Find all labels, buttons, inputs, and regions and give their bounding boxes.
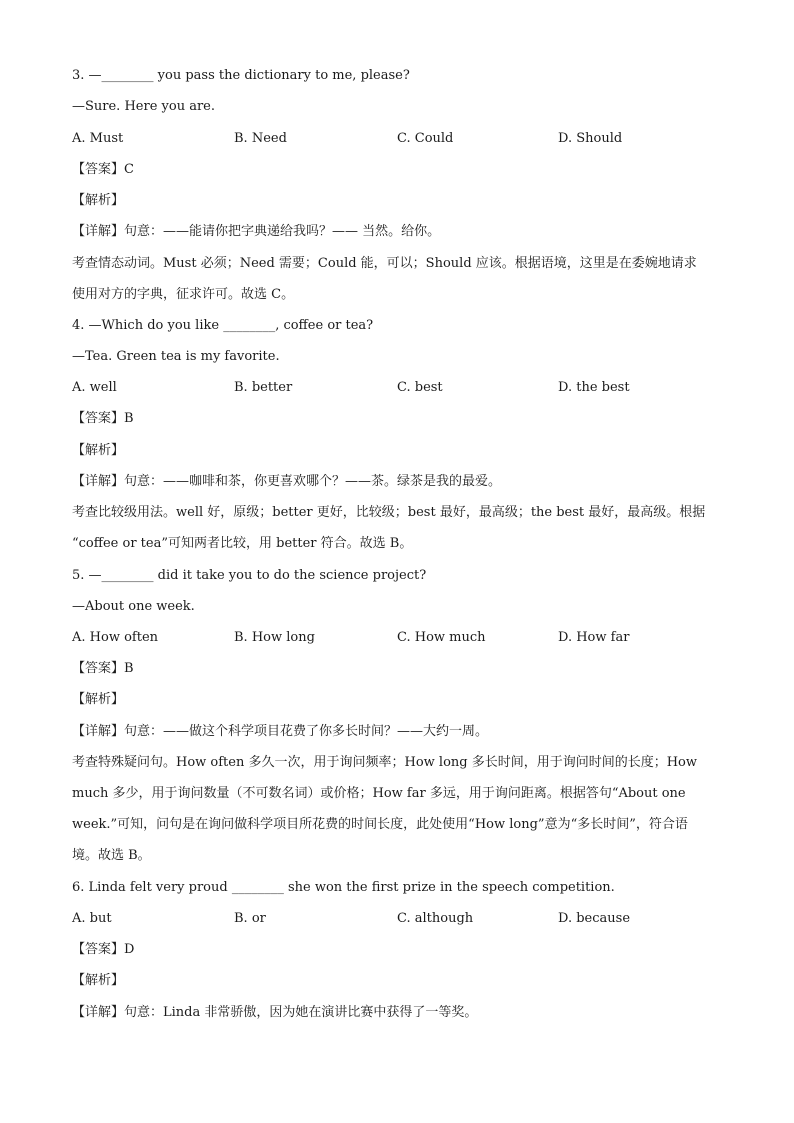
detail-text: 句意：——咖啡和茶，你更喜欢哪个？——茶。绿茶是我的最爱。 <box>124 474 502 489</box>
detail-label: 【详解】 <box>72 724 125 739</box>
option-a: A. How often <box>72 630 159 645</box>
question-4-explain-line: 考查比较级用法。well 好，原级；better 更好，比较级；best 最好，最高级；the best 最好，最高级。根据 <box>72 505 706 520</box>
question-5-analysis-label: 【解析】 <box>72 692 125 707</box>
option-c: C. best <box>397 380 443 395</box>
detail-label: 【详解】 <box>72 224 125 239</box>
question-3-detail <box>72 223 440 241</box>
question-3-explain-line: 使用对方的字典，征求许可。故选 C。 <box>72 287 295 302</box>
question-3-answer <box>72 161 134 179</box>
option-a: A. but <box>72 911 112 926</box>
question-6-analysis-label: 【解析】 <box>72 973 125 988</box>
option-c: C. although <box>397 911 474 926</box>
option-a: A. well <box>72 380 117 395</box>
question-5-explain-line: 境。故选 B。 <box>72 848 151 863</box>
question-5-answer <box>72 660 134 678</box>
question-4-explain-line: “coffee or tea”可知两者比较，用 better 符合。故选 B。 <box>72 536 413 551</box>
question-5-explain-line: much 多少，用于询问数量（不可数名词）或价格；How far 多远，用于询问距离。根据答句“About one <box>72 786 686 801</box>
option-b: B. How long <box>234 630 315 645</box>
answer-label: 【答案】 <box>72 661 125 676</box>
question-4-reply: —Tea. Green tea is my favorite. <box>72 349 280 364</box>
detail-text: 句意：——能请你把字典递给我吗？—— 当然。给你。 <box>124 224 441 239</box>
detail-text: 句意：Linda 非常骄傲，因为她在演讲比赛中获得了一等奖。 <box>124 1005 478 1020</box>
detail-text: 句意：——做这个科学项目花费了你多长时间？——大约一周。 <box>124 724 489 739</box>
question-3-stem: 3. —________ you pass the dictionary to me, please? <box>72 68 410 83</box>
question-5-explain-line: week.”可知，问句是在询问做科学项目所花费的时间长度，此处使用“How long”意为“多长时间”，符合语 <box>72 817 688 832</box>
question-6-answer <box>72 941 134 959</box>
answer-label: 【答案】 <box>72 411 125 426</box>
option-a: A. Must <box>72 131 124 146</box>
answer-label: 【答案】 <box>72 162 125 177</box>
question-4-detail <box>72 473 501 491</box>
question-5-reply: —About one week. <box>72 599 195 614</box>
detail-label: 【详解】 <box>72 474 125 489</box>
option-d: D. because <box>558 911 631 926</box>
answer-label: 【答案】 <box>72 942 125 957</box>
question-3-analysis-label: 【解析】 <box>72 193 125 208</box>
option-b: B. better <box>234 380 293 395</box>
option-c: C. How much <box>397 630 486 645</box>
option-d: D. How far <box>558 630 630 645</box>
answer-value: D <box>124 942 135 957</box>
question-4-analysis-label: 【解析】 <box>72 443 125 458</box>
question-3-reply: —Sure. Here you are. <box>72 99 215 114</box>
question-5-detail <box>72 723 488 741</box>
question-5-stem: 5. —________ did it take you to do the science project? <box>72 568 427 583</box>
option-d: D. Should <box>558 131 623 146</box>
question-6-stem: 6. Linda felt very proud ________ she won the first prize in the speech competition. <box>72 880 615 895</box>
answer-value: B <box>124 411 134 426</box>
option-b: B. or <box>234 911 266 926</box>
question-4-stem: 4. —Which do you like ________, coffee or tea? <box>72 318 374 333</box>
question-6-detail <box>72 1004 477 1022</box>
detail-label: 【详解】 <box>72 1005 125 1020</box>
answer-value: B <box>124 661 134 676</box>
question-3-explain-line: 考查情态动词。Must 必须；Need 需要；Could 能，可以；Should 应该。根据语境，这里是在委婉地请求 <box>72 256 697 271</box>
option-c: C. Could <box>397 131 454 146</box>
option-b: B. Need <box>234 131 287 146</box>
option-d: D. the best <box>558 380 630 395</box>
answer-value: C <box>124 162 134 177</box>
question-4-answer <box>72 410 134 428</box>
question-5-explain-line: 考查特殊疑问句。How often 多久一次，用于询问频率；How long 多长时间，用于询问时间的长度；How <box>72 755 698 770</box>
